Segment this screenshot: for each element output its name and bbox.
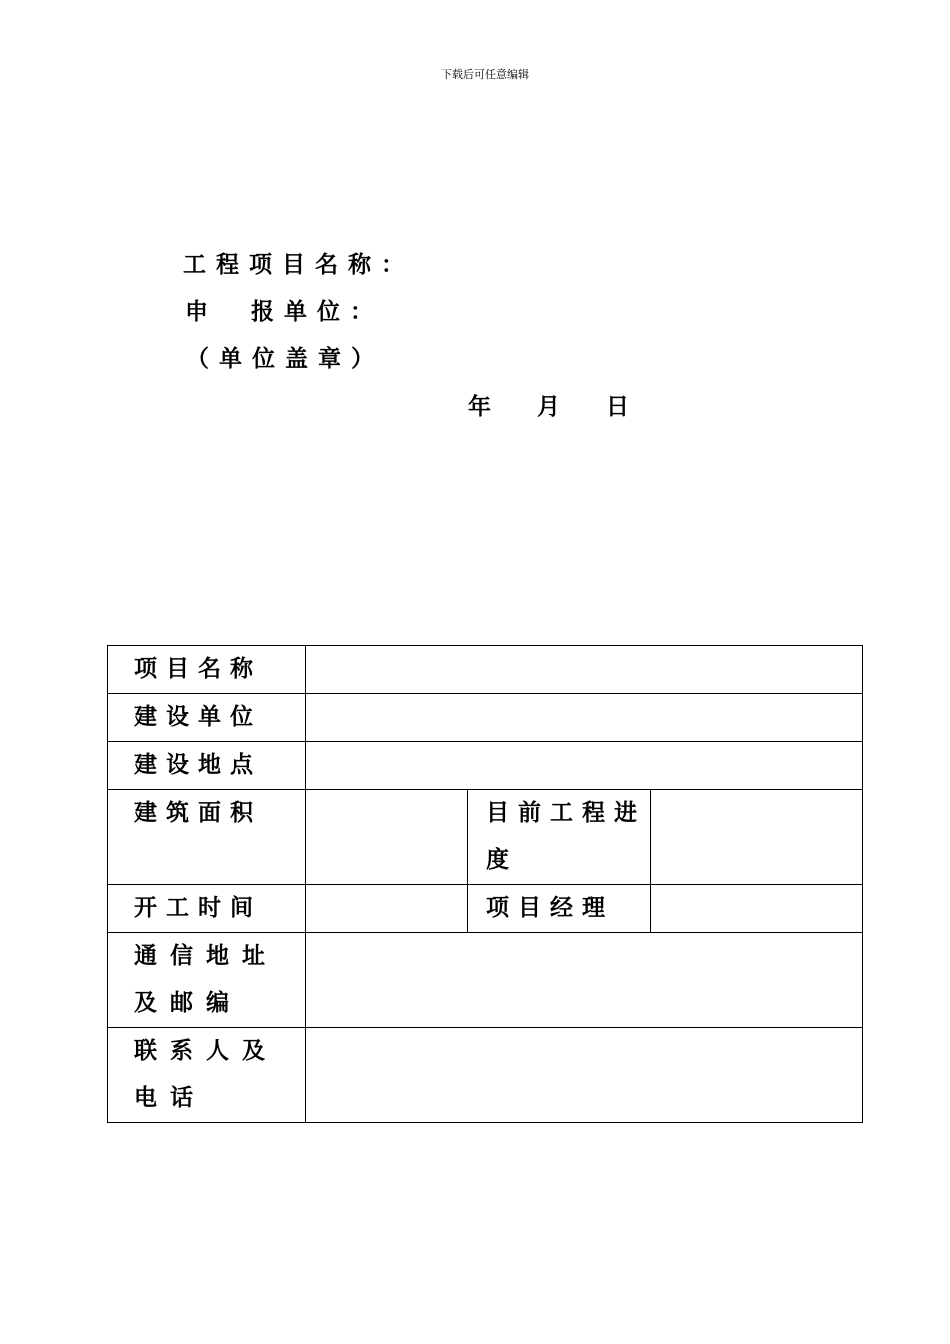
label-cell xyxy=(108,694,306,742)
label-cell xyxy=(468,790,651,885)
project-info-table xyxy=(107,645,863,1123)
table-row xyxy=(108,790,863,885)
table-row xyxy=(108,1028,863,1123)
address-value-cell[interactable] xyxy=(306,933,863,1028)
label-cell xyxy=(108,1028,306,1123)
label-cell xyxy=(108,933,306,1028)
start-time-value-cell[interactable] xyxy=(306,885,468,933)
progress-label: 目前工程进度 xyxy=(486,800,646,873)
area-value-cell[interactable] xyxy=(306,790,468,885)
contact-label: 联系人及电话 xyxy=(134,1038,278,1111)
progress-value-cell[interactable] xyxy=(651,790,863,885)
project-name-label: 工程项目名称： xyxy=(183,252,414,278)
label-cell xyxy=(108,646,306,694)
area-label: 建筑面积 xyxy=(134,800,262,826)
location-label: 建设地点 xyxy=(134,752,262,778)
label-cell xyxy=(108,790,306,885)
label-cell xyxy=(108,885,306,933)
header-note: 下载后可任意编辑 xyxy=(441,68,529,81)
applicant-label: 申 报单位： xyxy=(185,299,383,325)
start-time-label: 开工时间 xyxy=(134,895,262,921)
project-name-cell-label: 项目名称 xyxy=(134,656,262,682)
label-cell xyxy=(468,885,651,933)
table-row xyxy=(108,933,863,1028)
label-cell xyxy=(108,742,306,790)
builder-label: 建设单位 xyxy=(134,704,262,730)
table-row xyxy=(108,694,863,742)
location-value-cell[interactable] xyxy=(306,742,863,790)
manager-label: 项目经理 xyxy=(486,895,614,921)
table-row xyxy=(108,646,863,694)
table-row xyxy=(108,885,863,933)
builder-value-cell[interactable] xyxy=(306,694,863,742)
seal-label: （单位盖章） xyxy=(186,346,384,372)
table-row xyxy=(108,742,863,790)
contact-value-cell[interactable] xyxy=(306,1028,863,1123)
address-label: 通信地址及邮编 xyxy=(134,943,278,1016)
manager-value-cell[interactable] xyxy=(651,885,863,933)
date-label: 年 月 日 xyxy=(468,394,629,420)
project-name-value-cell[interactable] xyxy=(306,646,863,694)
